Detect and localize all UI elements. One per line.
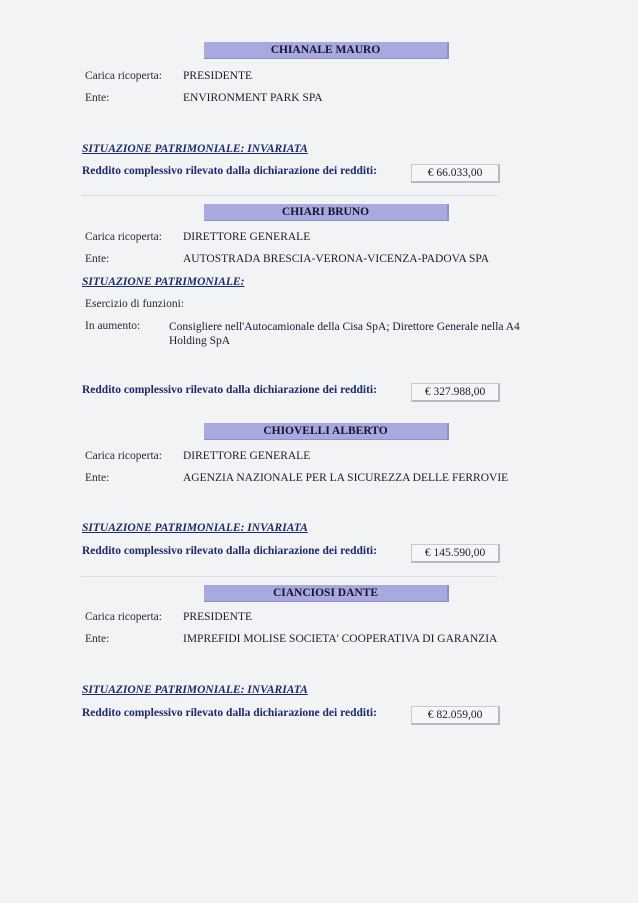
record-name-header: CIANCIOSI DANTE <box>204 585 449 602</box>
reddito-amount: € 145.590,00 <box>411 544 500 563</box>
ente-value: AGENZIA NAZIONALE PER LA SICUREZZA DELLE FERROVIE <box>183 472 509 484</box>
reddito-label: Reddito complessivo rilevato dalla dichiarazione dei redditi: <box>82 165 377 177</box>
ente-value: AUTOSTRADA BRESCIA-VERONA-VICENZA-PADOVA SPA <box>183 253 490 265</box>
ente-label: Ente: <box>85 633 110 645</box>
carica-value: PRESIDENTE <box>183 611 252 623</box>
situazione-patrimoniale: SITUAZIONE PATRIMONIALE: INVARIATA <box>82 522 308 534</box>
carica-label: Carica ricoperta: <box>85 611 162 623</box>
reddito-amount: € 82.059,00 <box>411 706 500 725</box>
record-name-header: CHIOVELLI ALBERTO <box>204 423 449 440</box>
esercizio-funzioni-label: Esercizio di funzioni: <box>85 298 184 310</box>
situazione-patrimoniale: SITUAZIONE PATRIMONIALE: INVARIATA <box>82 143 308 155</box>
record-name-header: CHIANALE MAURO <box>204 42 449 59</box>
situazione-patrimoniale: SITUAZIONE PATRIMONIALE: INVARIATA <box>82 684 308 696</box>
carica-label: Carica ricoperta: <box>85 450 162 462</box>
reddito-label: Reddito complessivo rilevato dalla dichiarazione dei redditi: <box>82 707 377 719</box>
reddito-amount: € 327.988,00 <box>411 383 500 402</box>
carica-label: Carica ricoperta: <box>85 70 162 82</box>
ente-value: ENVIRONMENT PARK SPA <box>183 92 323 104</box>
in-aumento-label: In aumento: <box>85 320 141 332</box>
reddito-label: Reddito complessivo rilevato dalla dichiarazione dei redditi: <box>82 384 377 396</box>
record-name-header: CHIARI BRUNO <box>204 204 449 221</box>
ente-value: IMPREFIDI MOLISE SOCIETA' COOPERATIVA DI GARANZIA <box>183 633 498 645</box>
situazione-patrimoniale: SITUAZIONE PATRIMONIALE: <box>82 276 245 288</box>
in-aumento-value: Consigliere nell'Autocamionale della Cisa SpA; Direttore Generale nella A4 Holding SpA <box>169 321 520 347</box>
ente-label: Ente: <box>85 253 110 265</box>
reddito-amount: € 66.033,00 <box>411 164 500 183</box>
ente-label: Ente: <box>85 472 110 484</box>
carica-label: Carica ricoperta: <box>85 231 162 243</box>
carica-value: DIRETTORE GENERALE <box>183 450 311 462</box>
reddito-label: Reddito complessivo rilevato dalla dichiarazione dei redditi: <box>82 545 377 557</box>
carica-value: PRESIDENTE <box>183 70 252 82</box>
carica-value: DIRETTORE GENERALE <box>183 231 311 243</box>
section-divider <box>81 576 497 577</box>
ente-label: Ente: <box>85 92 110 104</box>
section-divider <box>81 195 497 196</box>
